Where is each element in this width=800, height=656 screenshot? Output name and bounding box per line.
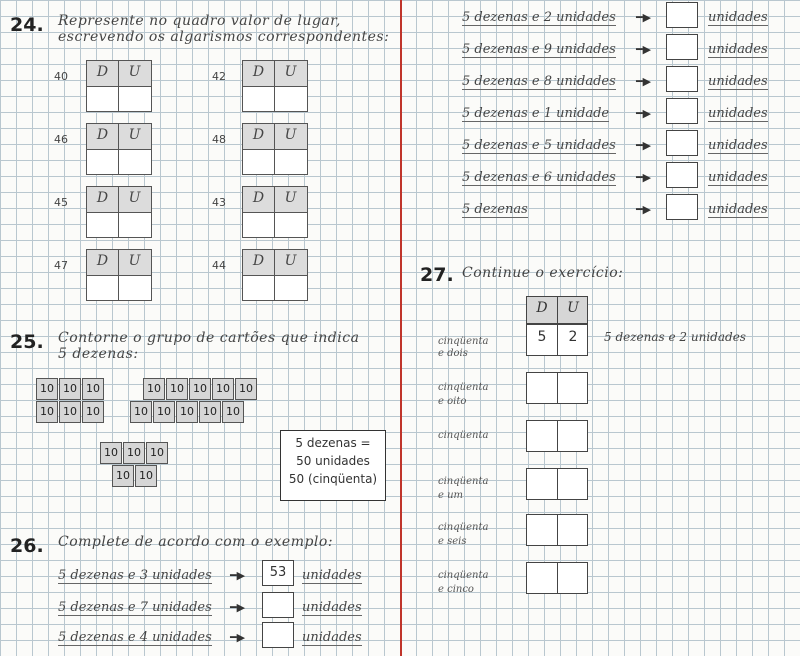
card-10[interactable]: 10 — [59, 378, 81, 400]
ex27-label-line2: e um — [438, 490, 464, 501]
arrow-right-icon: ━▶ — [636, 43, 652, 56]
ex27-place-value-box[interactable] — [526, 514, 588, 546]
place-value-box[interactable] — [86, 249, 152, 301]
ex27-label-line1: cinqüenta — [438, 522, 489, 533]
header-u: U — [128, 253, 141, 269]
card-10[interactable]: 10 — [112, 465, 134, 487]
place-value-box[interactable] — [242, 123, 308, 175]
ex26-unit-word: unidades — [302, 600, 362, 615]
card-10[interactable]: 10 — [135, 465, 157, 487]
ex27-label-line1: cinqüenta — [438, 570, 489, 581]
info-line2: 50 unidades — [296, 454, 370, 468]
exercise-24-instruction-line2: escrevendo os algarismos correspondentes: — [58, 29, 390, 45]
card-10[interactable]: 10 — [189, 378, 211, 400]
card-10[interactable]: 10 — [59, 401, 81, 423]
ex26-answer-box[interactable] — [666, 66, 698, 92]
ex26-row-text: 5 dezenas e 4 unidades — [58, 630, 212, 645]
pv-label: 42 — [212, 70, 226, 83]
exercise-25-instruction-line2: 5 dezenas: — [58, 346, 139, 362]
pv-label: 43 — [212, 196, 226, 209]
place-value-box[interactable] — [86, 186, 152, 238]
ex27-place-value-box[interactable] — [526, 372, 588, 404]
card-10[interactable]: 10 — [100, 442, 122, 464]
ex27-label-line2: e cinco — [438, 584, 474, 595]
ex27-header — [526, 296, 588, 324]
ex26-row-text: 5 dezenas e 7 unidades — [58, 600, 212, 615]
exercise-25-number: 25. — [10, 331, 44, 353]
card-10[interactable]: 10 — [153, 401, 175, 423]
place-value-box[interactable] — [242, 186, 308, 238]
place-value-box[interactable] — [242, 60, 308, 112]
ex27-example-text: 5 dezenas e 2 unidades — [604, 330, 746, 344]
ex26-unit-word: unidades — [708, 138, 768, 153]
ex26-row-text: 5 dezenas — [462, 202, 528, 217]
ex26-row-text: 5 dezenas e 9 unidades — [462, 42, 616, 57]
arrow-right-icon: ━▶ — [230, 569, 246, 582]
pv-label: 40 — [54, 70, 68, 83]
arrow-right-icon: ━▶ — [230, 601, 246, 614]
margin-line — [400, 0, 402, 656]
ex26-unit-word: unidades — [302, 568, 362, 583]
card-10[interactable]: 10 — [146, 442, 168, 464]
arrow-right-icon: ━▶ — [636, 139, 652, 152]
place-value-box[interactable] — [86, 60, 152, 112]
card-10[interactable]: 10 — [82, 378, 104, 400]
ex27-label-line2: e dois — [438, 348, 468, 359]
exercise-24-instruction-line1: Represente no quadro valor de lugar, — [58, 13, 341, 29]
ex26-unit-word: unidades — [708, 42, 768, 57]
card-10[interactable]: 10 — [166, 378, 188, 400]
ex27-place-value-box[interactable] — [526, 562, 588, 594]
ex26-unit-word: unidades — [708, 106, 768, 121]
card-10[interactable]: 10 — [143, 378, 165, 400]
ex27-label-line1: cinqüenta — [438, 336, 489, 347]
card-10[interactable]: 10 — [199, 401, 221, 423]
place-value-box[interactable] — [242, 249, 308, 301]
card-10[interactable]: 10 — [82, 401, 104, 423]
exercise-25-instruction-line1: Contorne o grupo de cartões que indica — [58, 330, 360, 346]
ex26-answer-box[interactable] — [666, 34, 698, 60]
ex27-label-line1: cinqüenta — [438, 476, 489, 487]
ex26-unit-word: unidades — [708, 202, 768, 217]
header-u: U — [284, 64, 297, 80]
card-10[interactable]: 10 — [36, 401, 58, 423]
exercise-26-number: 26. — [10, 535, 44, 557]
arrow-right-icon: ━▶ — [636, 203, 652, 216]
ex27-label-line2: e seis — [438, 536, 467, 547]
ex27-d-value: 5 — [537, 329, 547, 345]
info-line3: 50 (cinqüenta) — [288, 472, 378, 486]
header-d: D — [96, 127, 109, 143]
card-10[interactable]: 10 — [222, 401, 244, 423]
exercise-27-instruction: Continue o exercício: — [462, 265, 624, 281]
ex26-row-text: 5 dezenas e 5 unidades — [462, 138, 616, 153]
arrow-right-icon: ━▶ — [636, 11, 652, 24]
place-value-box[interactable] — [86, 123, 152, 175]
header-d: D — [96, 64, 109, 80]
ex26-answer-box[interactable]: 53 — [262, 560, 294, 586]
arrow-right-icon: ━▶ — [230, 631, 246, 644]
arrow-right-icon: ━▶ — [636, 107, 652, 120]
card-10[interactable]: 10 — [123, 442, 145, 464]
ex26-unit-word: unidades — [302, 630, 362, 645]
ex27-label-line1: cinqüenta — [438, 382, 489, 393]
card-10[interactable]: 10 — [212, 378, 234, 400]
ex26-answer-box[interactable] — [666, 162, 698, 188]
exercise-27-number: 27. — [420, 264, 454, 286]
header-u: U — [128, 64, 141, 80]
pv-label: 46 — [54, 133, 68, 146]
ex26-answer-box[interactable] — [666, 130, 698, 156]
ex26-row-text: 5 dezenas e 3 unidades — [58, 568, 212, 583]
ex26-unit-word: unidades — [708, 170, 768, 185]
ex27-u-value: 2 — [568, 329, 578, 345]
card-10[interactable]: 10 — [176, 401, 198, 423]
info-line1: 5 dezenas = — [295, 436, 371, 450]
header-d: D — [252, 190, 265, 206]
ex27-label-line1: cinqüenta — [438, 430, 489, 441]
card-10[interactable]: 10 — [36, 378, 58, 400]
info-box — [280, 430, 386, 501]
header-u: U — [128, 190, 141, 206]
ex26-answer-box[interactable] — [666, 194, 698, 220]
header-u: U — [284, 127, 297, 143]
ex26-unit-word: unidades — [708, 74, 768, 89]
ex26-row-text: 5 dezenas e 2 unidades — [462, 10, 616, 25]
pv-label: 48 — [212, 133, 226, 146]
card-10[interactable]: 10 — [130, 401, 152, 423]
ex26-unit-word: unidades — [708, 10, 768, 25]
header-d: D — [252, 253, 265, 269]
ex27-place-value-box[interactable] — [526, 468, 588, 500]
header-u: U — [284, 190, 297, 206]
ex26-answer-box[interactable] — [666, 2, 698, 28]
header-d: D — [96, 253, 109, 269]
exercise-26-instruction: Complete de acordo com o exemplo: — [58, 534, 334, 550]
arrow-right-icon: ━▶ — [636, 75, 652, 88]
ex27-place-value-box[interactable] — [526, 420, 588, 452]
header-u: U — [284, 253, 297, 269]
pv-label: 47 — [54, 259, 68, 272]
pv-label: 45 — [54, 196, 68, 209]
ex27-place-value-box[interactable] — [526, 324, 588, 356]
ex26-answer-box[interactable] — [262, 622, 294, 648]
pv-label: 44 — [212, 259, 226, 272]
card-10[interactable]: 10 — [235, 378, 257, 400]
ex26-answer-box[interactable] — [666, 98, 698, 124]
header-d: D — [252, 64, 265, 80]
header-d: D — [536, 300, 548, 316]
ex26-row-text: 5 dezenas e 1 unidade — [462, 106, 610, 121]
arrow-right-icon: ━▶ — [636, 171, 652, 184]
ex26-answer-box[interactable] — [262, 592, 294, 618]
exercise-24-number: 24. — [10, 14, 44, 36]
header-d: D — [252, 127, 265, 143]
header-d: D — [96, 190, 109, 206]
ex27-label-line2: e oito — [438, 396, 467, 407]
ex26-row-text: 5 dezenas e 8 unidades — [462, 74, 616, 89]
header-u: U — [128, 127, 141, 143]
header-u: U — [567, 300, 579, 316]
ex26-row-text: 5 dezenas e 6 unidades — [462, 170, 616, 185]
